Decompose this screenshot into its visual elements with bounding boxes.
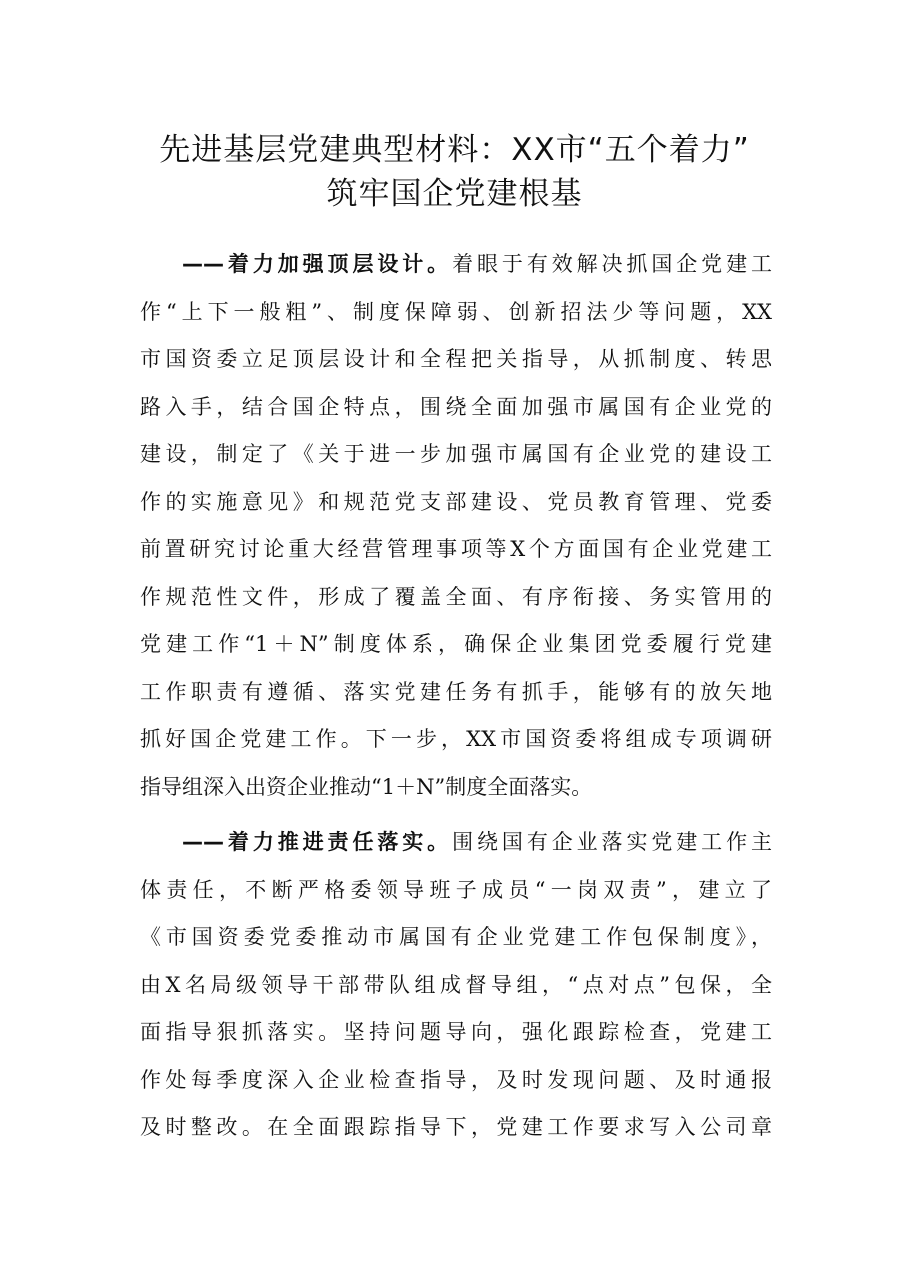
document-title-line-1: 先进基层党建典型材料：XX市“五个着力”: [159, 132, 750, 168]
paragraph-line: 作的实施意见》和规范党支部建设、党员教育管理、党委: [140, 489, 772, 514]
paragraph-line: 抓好国企党建工作。下一步，XX市国资委将组成专项调研: [140, 727, 772, 751]
paragraph-lead: ——着力加强顶层设计。: [182, 252, 453, 276]
paragraph-line: [140, 241, 772, 289]
paragraph-line: 及时整改。在全面跟踪指导下，党建工作要求写入公司章: [140, 1115, 772, 1139]
paragraph-line: 工作职责有遵循、落实党建任务有抓手，能够有的放矢地: [140, 679, 772, 704]
paragraph-line: 路入手，结合国企特点，围绕全面加强市属国有企业党的: [140, 394, 772, 419]
paragraph-line: 作“上下一般粗”、制度保障弱、创新招法少等问题，XX: [140, 299, 772, 324]
paragraph-lead: ——着力推进责任落实。: [182, 830, 453, 854]
paragraph-line-text: 围绕国有企业落实党建工作主: [452, 830, 773, 854]
paragraph-line: 前置研究讨论重大经营管理事项等X个方面国有企业党建工: [140, 537, 772, 561]
paragraph-top-level-design: [140, 241, 772, 811]
paragraph-line: 面指导狠抓落实。坚持问题导向，强化跟踪检查，党建工: [140, 1020, 772, 1044]
paragraph-line: 建设，制定了《关于进一步加强市属国有企业党的建设工: [140, 442, 772, 466]
paragraph-line: 体责任，不断严格委领导班子成员“一岗双责”，建立了: [140, 877, 772, 902]
paragraph-responsibility: [140, 819, 772, 1152]
paragraph-line-text: 着眼于有效解决抓国企党建工: [452, 252, 773, 276]
paragraph-line: 市国资委立足顶层设计和全程把关指导，从抓制度、转思: [140, 347, 772, 371]
paragraph-line: 作处每季度深入企业检查指导，及时发现问题、及时通报: [140, 1067, 772, 1092]
paragraph-line: 党建工作“1＋N”制度体系，确保企业集团党委履行党建: [140, 632, 772, 656]
paragraph-line: 由X名局级领导干部带队组成督导组，“点对点”包保，全: [140, 972, 772, 997]
paragraph-line: 《市国资委党委推动市属国有企业党建工作包保制度》，: [140, 925, 772, 949]
paragraph-line: 作规范性文件，形成了覆盖全面、有序衔接、务实管用的: [140, 584, 772, 609]
paragraph-line: [140, 819, 772, 867]
document-title-line-2: 筑牢国企党建根基: [326, 176, 583, 212]
paragraph-line: 指导组深入出资企业推动“1＋N”制度全面落实。: [140, 774, 593, 799]
